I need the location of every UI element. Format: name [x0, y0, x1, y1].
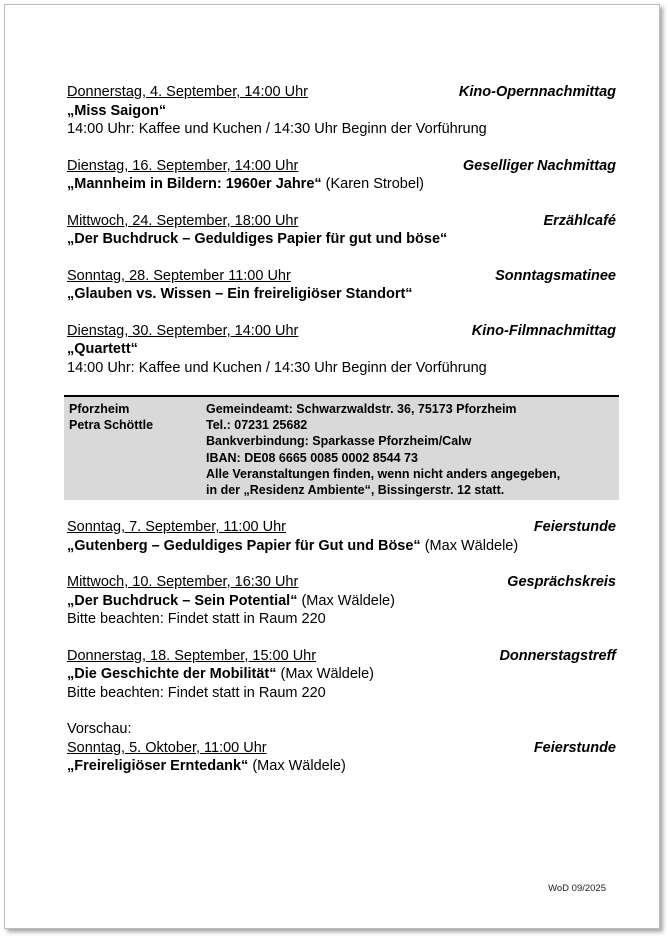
event-speaker: (Karen Strobel) [321, 176, 424, 192]
event-speaker: (Max Wäldele) [420, 537, 519, 554]
box-venue-line: in der „Residenz Ambiente“, Bissingerstr. 12 statt. [206, 483, 505, 498]
event-category: Feierstunde [533, 739, 616, 756]
event-date: Donnerstag, 4. September, 14:00 Uhr [67, 84, 309, 100]
event-title: „Glauben vs. Wissen – Ein freireligiöser Standort“ [67, 286, 413, 302]
event-category: Geselliger Nachmittag [462, 157, 616, 174]
event-entry [67, 647, 616, 703]
event-entry [67, 212, 616, 249]
event-note: Bitte beachten: Findet statt in Raum 220 [67, 611, 326, 628]
box-venue-line: Alle Veranstaltungen finden, wenn nicht anders angegeben, [206, 466, 561, 481]
event-title: „Miss Saigon“ [67, 102, 167, 119]
box-person: Petra Schöttle [69, 418, 154, 433]
event-date: Sonntag, 28. September 11:00 Uhr [67, 267, 291, 284]
event-title: „Der Buchdruck – Geduldiges Papier für gut und böse“ [67, 231, 448, 247]
event-date: Donnerstag, 18. September, 15:00 Uhr [67, 647, 317, 664]
event-title: „Der Buchdruck – Sein Potential“ [67, 592, 298, 609]
event-entry [67, 83, 616, 139]
event-category: Gesprächskreis [507, 574, 616, 591]
box-address: Gemeindeamt: Schwarzwaldstr. 36, 75173 Pforzheim [206, 402, 517, 416]
event-speaker: (Max Wäldele) [297, 592, 395, 609]
box-iban: IBAN: DE08 6665 0085 0002 8544 73 [206, 450, 418, 465]
event-entry [67, 157, 616, 194]
event-title: „Quartett“ [67, 341, 138, 357]
event-date: Mittwoch, 10. September, 16:30 Uhr [67, 574, 299, 591]
document-page [4, 4, 660, 929]
event-category: Kino-Opernnachmittag [458, 84, 616, 100]
event-note: 14:00 Uhr: Kaffee und Kuchen / 14:30 Uhr Beginn der Vorführung [67, 359, 487, 376]
event-category: Feierstunde [533, 519, 616, 536]
event-date: Dienstag, 16. September, 14:00 Uhr [67, 157, 299, 174]
event-date: Sonntag, 7. September, 11:00 Uhr [67, 519, 286, 536]
event-note: Bitte beachten: Findet statt in Raum 220 [67, 684, 326, 701]
box-city: Pforzheim [69, 402, 130, 416]
event-title: „Freireligiöser Erntedank“ [67, 758, 249, 775]
contact-info-box [64, 395, 619, 500]
event-note: 14:00 Uhr: Kaffee und Kuchen / 14:30 Uhr Beginn der Vorführung [67, 121, 487, 137]
event-entry [67, 322, 616, 378]
preview-label: Vorschau: [67, 721, 132, 738]
box-bank: Bankverbindung: Sparkasse Pforzheim/Calw [206, 434, 472, 449]
event-speaker: (Max Wäldele) [248, 758, 346, 775]
event-date: Dienstag, 30. September, 14:00 Uhr [67, 322, 299, 339]
box-phone: Tel.: 07231 25682 [206, 418, 308, 433]
event-category: Donnerstagstreff [499, 647, 616, 664]
event-title: „Gutenberg – Geduldiges Papier für Gut und Böse“ [67, 537, 421, 554]
event-entry [67, 267, 616, 304]
event-category: Erzählcafé [543, 212, 616, 229]
event-title: „Die Geschichte der Mobilität“ [67, 666, 277, 683]
event-category: Sonntagsmatinee [495, 267, 616, 284]
page-content [67, 83, 616, 794]
preview-entry [67, 720, 616, 776]
event-speaker: (Max Wäldele) [276, 666, 374, 683]
event-category: Kino-Filmnachmittag [471, 322, 616, 339]
footer-code: WoD 09/2025 [548, 883, 606, 894]
event-entry [67, 573, 616, 629]
event-title: „Mannheim in Bildern: 1960er Jahre“ [67, 176, 322, 192]
event-date: Mittwoch, 24. September, 18:00 Uhr [67, 212, 299, 229]
event-date: Sonntag, 5. Oktober, 11:00 Uhr [67, 739, 267, 756]
event-entry [67, 518, 616, 555]
